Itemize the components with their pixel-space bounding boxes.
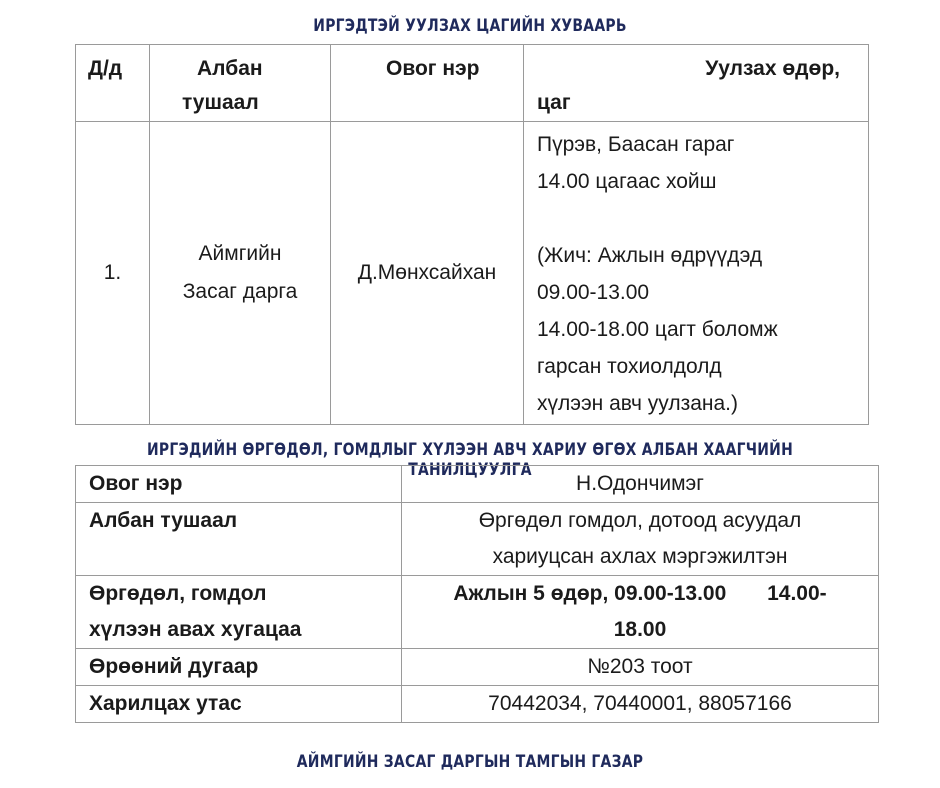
row-no: 1. (103, 261, 122, 284)
schedule-heading: ИРГЭДТЭЙ УУЛЗАХ ЦАГИЙН ХУВААРЬ (313, 16, 627, 36)
value-name: Н.Одончимэг (402, 466, 879, 503)
value-receiving-time: Ажлын 5 өдөр, 09.00-13.00 14.00- 18.00 (402, 576, 879, 649)
table-row (76, 122, 869, 425)
table-row (76, 503, 879, 576)
label-position: Албан тушаал (76, 503, 402, 576)
table-row (76, 576, 879, 649)
header-no: Д/д (88, 57, 123, 80)
header-name: Овог нэр (386, 57, 480, 80)
row-position-line1: Аймгийн (198, 242, 282, 265)
label-name: Овог нэр (76, 466, 402, 503)
row-meeting-time: Пүрэв, Баасан гараг 14.00 цагаас хойш (Жич: Ажлын өдрүүдэд 09.00-13.00 14.00-18.00 цагт боломж гарсан тохиолдолд хүлээн авч уулзана.) (537, 133, 778, 415)
label-receiving-time: Өргөдөл, гомдол хүлээн авах хугацаа (76, 576, 402, 649)
table-row (76, 686, 879, 723)
header-time-line2: цаг (537, 91, 571, 114)
header-position-line1: Албан (197, 57, 263, 80)
row-name: Д.Мөнхсайхан (357, 261, 497, 284)
officer-info-table (75, 465, 879, 723)
meeting-schedule-table (75, 44, 869, 425)
table-row (76, 466, 879, 503)
row-position-line2: Засаг дарга (182, 280, 298, 303)
officer-heading: ИРГЭДИЙН ӨРГӨДӨЛ, ГОМДЛЫГ ХҮЛЭЭН АВЧ ХАРИУ ӨГӨХ АЛБАН ХААГЧИЙН ТАНИЛЦУУЛГА (146, 440, 794, 480)
label-phone: Харилцах утас (76, 686, 402, 723)
table-row (76, 649, 879, 686)
table-header-row (76, 45, 869, 122)
header-position-line2: тушаал (182, 91, 259, 114)
value-room: №203 тоот (402, 649, 879, 686)
footer-heading: АЙМГИЙН ЗАСАГ ДАРГЫН ТАМГЫН ГАЗАР (296, 752, 644, 772)
label-room: Өрөөний дугаар (76, 649, 402, 686)
header-time-line1: Уулзах өдөр, (705, 57, 840, 80)
value-position: Өргөдөл гомдол, дотоод асуудал хариуцсан ахлах мэргэжилтэн (402, 503, 879, 576)
value-phone: 70442034, 70440001, 88057166 (402, 686, 879, 723)
